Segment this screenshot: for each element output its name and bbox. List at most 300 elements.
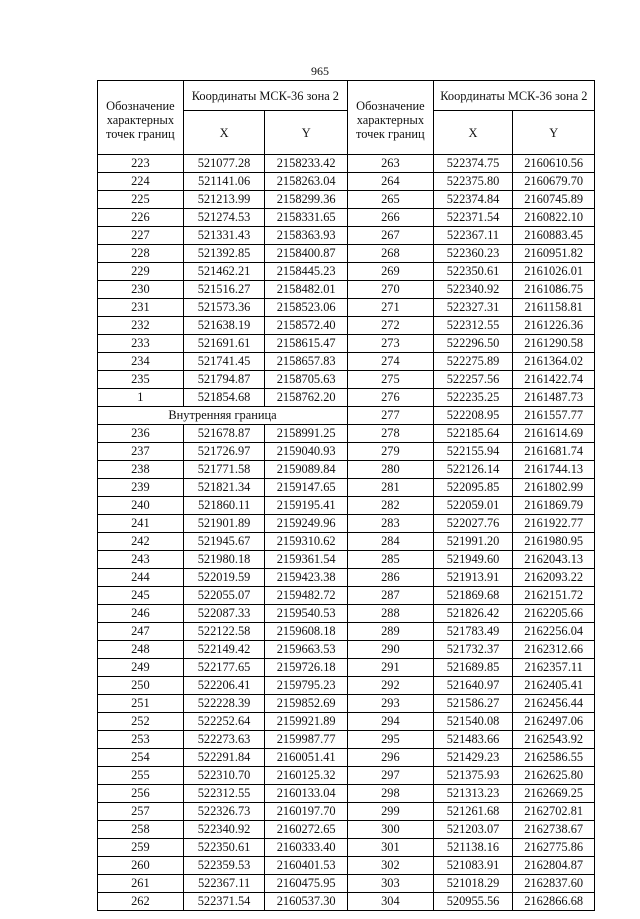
table-row <box>98 623 348 641</box>
point-number-cell: 240 <box>98 497 184 515</box>
table-row <box>348 785 595 803</box>
point-number-cell: 281 <box>348 479 434 497</box>
x-coordinate-cell: 521741.45 <box>183 353 265 371</box>
table-row <box>348 587 595 605</box>
x-coordinate-cell: 522208.95 <box>433 407 513 425</box>
x-coordinate-cell: 522019.59 <box>183 569 265 587</box>
table-row <box>348 335 595 353</box>
point-number-cell: 262 <box>98 893 184 911</box>
table-row <box>348 209 595 227</box>
y-coordinate-cell: 2158991.25 <box>265 425 348 443</box>
x-coordinate-cell: 522206.41 <box>183 677 265 695</box>
point-number-cell: 301 <box>348 839 434 857</box>
point-number-cell: 226 <box>98 209 184 227</box>
y-coordinate-cell: 2159195.41 <box>265 497 348 515</box>
y-coordinate-cell: 2159310.62 <box>265 533 348 551</box>
table-row <box>98 713 348 731</box>
table-row <box>348 605 595 623</box>
point-number-cell: 285 <box>348 551 434 569</box>
x-coordinate-cell: 522235.25 <box>433 389 513 407</box>
y-coordinate-cell: 2158705.63 <box>265 371 348 389</box>
table-row <box>348 479 595 497</box>
x-coordinate-cell: 522340.92 <box>183 821 265 839</box>
point-number-cell: 257 <box>98 803 184 821</box>
y-coordinate-cell: 2162357.11 <box>513 659 595 677</box>
point-number-cell: 260 <box>98 857 184 875</box>
point-number-cell: 234 <box>98 353 184 371</box>
table-row <box>348 371 595 389</box>
table-row <box>348 389 595 407</box>
point-number-cell: 241 <box>98 515 184 533</box>
x-coordinate-cell: 520955.56 <box>433 893 513 911</box>
y-header: Y <box>265 111 348 155</box>
table-row <box>98 767 348 785</box>
table-row <box>348 767 595 785</box>
x-coordinate-cell: 521138.16 <box>433 839 513 857</box>
point-number-cell: 296 <box>348 749 434 767</box>
x-coordinate-cell: 521860.11 <box>183 497 265 515</box>
y-coordinate-cell: 2158523.06 <box>265 299 348 317</box>
x-coordinate-cell: 522371.54 <box>433 209 513 227</box>
table-row <box>98 443 348 461</box>
y-coordinate-cell: 2158482.01 <box>265 281 348 299</box>
y-coordinate-cell: 2160745.89 <box>513 191 595 209</box>
table-row <box>98 857 348 875</box>
table-row <box>348 839 595 857</box>
table-row <box>98 299 348 317</box>
table-row <box>348 893 595 911</box>
y-coordinate-cell: 2161422.74 <box>513 371 595 389</box>
x-coordinate-cell: 522252.64 <box>183 713 265 731</box>
y-coordinate-cell: 2160951.82 <box>513 245 595 263</box>
table-row <box>348 353 595 371</box>
x-coordinate-cell: 522027.76 <box>433 515 513 533</box>
x-coordinate-cell: 522087.33 <box>183 605 265 623</box>
x-coordinate-cell: 521726.97 <box>183 443 265 461</box>
y-coordinate-cell: 2161364.02 <box>513 353 595 371</box>
y-coordinate-cell: 2162669.25 <box>513 785 595 803</box>
x-coordinate-cell: 522367.11 <box>433 227 513 245</box>
y-coordinate-cell: 2159147.65 <box>265 479 348 497</box>
point-number-cell: 227 <box>98 227 184 245</box>
table-row <box>98 749 348 767</box>
x-coordinate-cell: 521077.28 <box>183 155 265 173</box>
table-row <box>348 569 595 587</box>
table-row <box>98 209 348 227</box>
point-number-cell: 236 <box>98 425 184 443</box>
table-row <box>348 641 595 659</box>
table-row <box>98 389 348 407</box>
point-number-cell: 299 <box>348 803 434 821</box>
y-coordinate-cell: 2161681.74 <box>513 443 595 461</box>
x-coordinate-cell: 522122.58 <box>183 623 265 641</box>
x-coordinate-cell: 521540.08 <box>433 713 513 731</box>
x-coordinate-cell: 521313.23 <box>433 785 513 803</box>
table-row <box>98 227 348 245</box>
y-coordinate-cell: 2160610.56 <box>513 155 595 173</box>
point-number-cell: 274 <box>348 353 434 371</box>
x-coordinate-cell: 521392.85 <box>183 245 265 263</box>
point-number-cell: 290 <box>348 641 434 659</box>
y-coordinate-cell: 2159540.53 <box>265 605 348 623</box>
y-coordinate-cell: 2162151.72 <box>513 587 595 605</box>
y-coordinate-cell: 2160125.32 <box>265 767 348 785</box>
y-coordinate-cell: 2158400.87 <box>265 245 348 263</box>
point-number-cell: 298 <box>348 785 434 803</box>
table-row <box>98 605 348 623</box>
y-coordinate-cell: 2162738.67 <box>513 821 595 839</box>
point-number-cell: 264 <box>348 173 434 191</box>
coords-header: Координаты МСК-36 зона 2 <box>183 81 347 111</box>
y-coordinate-cell: 2158445.23 <box>265 263 348 281</box>
y-coordinate-cell: 2159608.18 <box>265 623 348 641</box>
x-coordinate-cell: 522340.92 <box>433 281 513 299</box>
table-row <box>98 155 348 173</box>
point-number-cell: 254 <box>98 749 184 767</box>
table-row <box>348 425 595 443</box>
table-row <box>348 749 595 767</box>
point-number-cell: 253 <box>98 731 184 749</box>
y-coordinate-cell: 2159921.89 <box>265 713 348 731</box>
point-number-cell: 289 <box>348 623 434 641</box>
table-row <box>348 191 595 209</box>
table-row <box>98 839 348 857</box>
table-row <box>348 227 595 245</box>
point-number-cell: 237 <box>98 443 184 461</box>
x-coordinate-cell: 522310.70 <box>183 767 265 785</box>
x-header: X <box>433 111 513 155</box>
section-label: Внутренняя граница <box>98 407 348 425</box>
point-number-cell: 239 <box>98 479 184 497</box>
y-coordinate-cell: 2162837.60 <box>513 875 595 893</box>
y-coordinate-cell: 2161290.58 <box>513 335 595 353</box>
y-coordinate-cell: 2162702.81 <box>513 803 595 821</box>
table-row <box>98 875 348 893</box>
point-number-cell: 235 <box>98 371 184 389</box>
x-coordinate-cell: 521732.37 <box>433 641 513 659</box>
y-coordinate-cell: 2162866.68 <box>513 893 595 911</box>
x-coordinate-cell: 522371.54 <box>183 893 265 911</box>
y-coordinate-cell: 2160537.30 <box>265 893 348 911</box>
y-coordinate-cell: 2158572.40 <box>265 317 348 335</box>
x-coordinate-cell: 522149.42 <box>183 641 265 659</box>
table-row <box>98 335 348 353</box>
table-row <box>98 191 348 209</box>
coords-header: Координаты МСК-36 зона 2 <box>433 81 594 111</box>
point-number-cell: 247 <box>98 623 184 641</box>
designation-header: Обозначение характерных точек границ <box>348 81 434 155</box>
table-row <box>98 695 348 713</box>
point-number-cell: 283 <box>348 515 434 533</box>
y-coordinate-cell: 2162456.44 <box>513 695 595 713</box>
x-coordinate-cell: 521771.58 <box>183 461 265 479</box>
table-row <box>348 659 595 677</box>
x-coordinate-cell: 521429.23 <box>433 749 513 767</box>
table-row <box>348 317 595 335</box>
y-coordinate-cell: 2158762.20 <box>265 389 348 407</box>
y-coordinate-cell: 2160051.41 <box>265 749 348 767</box>
x-coordinate-cell: 521945.67 <box>183 533 265 551</box>
x-coordinate-cell: 522367.11 <box>183 875 265 893</box>
point-number-cell: 293 <box>348 695 434 713</box>
y-coordinate-cell: 2161226.36 <box>513 317 595 335</box>
right-table-body <box>348 155 595 911</box>
point-number-cell: 232 <box>98 317 184 335</box>
point-number-cell: 288 <box>348 605 434 623</box>
table-row <box>98 659 348 677</box>
table-row <box>98 731 348 749</box>
x-coordinate-cell: 522177.65 <box>183 659 265 677</box>
y-coordinate-cell: 2162256.04 <box>513 623 595 641</box>
table-row <box>348 677 595 695</box>
x-coordinate-cell: 521213.99 <box>183 191 265 209</box>
point-number-cell: 286 <box>348 569 434 587</box>
x-coordinate-cell: 522350.61 <box>433 263 513 281</box>
y-coordinate-cell: 2162205.66 <box>513 605 595 623</box>
x-coordinate-cell: 522185.64 <box>433 425 513 443</box>
point-number-cell: 294 <box>348 713 434 731</box>
table-row <box>98 893 348 911</box>
y-coordinate-cell: 2158233.42 <box>265 155 348 173</box>
y-coordinate-cell: 2162405.41 <box>513 677 595 695</box>
point-number-cell: 271 <box>348 299 434 317</box>
x-coordinate-cell: 521462.21 <box>183 263 265 281</box>
x-coordinate-cell: 522374.75 <box>433 155 513 173</box>
y-coordinate-cell: 2160401.53 <box>265 857 348 875</box>
y-header: Y <box>513 111 595 155</box>
y-coordinate-cell: 2161026.01 <box>513 263 595 281</box>
y-coordinate-cell: 2160475.95 <box>265 875 348 893</box>
table-row <box>98 497 348 515</box>
point-number-cell: 256 <box>98 785 184 803</box>
y-coordinate-cell: 2159423.38 <box>265 569 348 587</box>
point-number-cell: 258 <box>98 821 184 839</box>
point-number-cell: 280 <box>348 461 434 479</box>
x-coordinate-cell: 521869.68 <box>433 587 513 605</box>
x-coordinate-cell: 522275.89 <box>433 353 513 371</box>
point-number-cell: 246 <box>98 605 184 623</box>
table-row <box>348 443 595 461</box>
point-number-cell: 297 <box>348 767 434 785</box>
y-coordinate-cell: 2159987.77 <box>265 731 348 749</box>
y-coordinate-cell: 2162804.87 <box>513 857 595 875</box>
y-coordinate-cell: 2161614.69 <box>513 425 595 443</box>
coordinates-table-right <box>347 80 595 911</box>
table-row <box>98 281 348 299</box>
table-row <box>98 515 348 533</box>
y-coordinate-cell: 2158263.04 <box>265 173 348 191</box>
x-coordinate-cell: 521261.68 <box>433 803 513 821</box>
point-number-cell: 245 <box>98 587 184 605</box>
y-coordinate-cell: 2161980.95 <box>513 533 595 551</box>
table-row <box>348 695 595 713</box>
y-coordinate-cell: 2161557.77 <box>513 407 595 425</box>
point-number-cell: 291 <box>348 659 434 677</box>
table-row <box>98 587 348 605</box>
point-number-cell: 267 <box>348 227 434 245</box>
x-coordinate-cell: 521483.66 <box>433 731 513 749</box>
x-coordinate-cell: 521794.87 <box>183 371 265 389</box>
y-coordinate-cell: 2161869.79 <box>513 497 595 515</box>
y-coordinate-cell: 2159249.96 <box>265 515 348 533</box>
x-coordinate-cell: 521203.07 <box>433 821 513 839</box>
y-coordinate-cell: 2162312.66 <box>513 641 595 659</box>
point-number-cell: 268 <box>348 245 434 263</box>
table-row <box>348 263 595 281</box>
table-row <box>348 461 595 479</box>
left-table-body <box>98 155 348 911</box>
y-coordinate-cell: 2160272.65 <box>265 821 348 839</box>
y-coordinate-cell: 2160822.10 <box>513 209 595 227</box>
point-number-cell: 261 <box>98 875 184 893</box>
x-coordinate-cell: 522095.85 <box>433 479 513 497</box>
point-number-cell: 231 <box>98 299 184 317</box>
table-row <box>98 479 348 497</box>
x-coordinate-cell: 522326.73 <box>183 803 265 821</box>
y-coordinate-cell: 2162586.55 <box>513 749 595 767</box>
x-coordinate-cell: 521783.49 <box>433 623 513 641</box>
y-coordinate-cell: 2161744.13 <box>513 461 595 479</box>
y-coordinate-cell: 2158657.83 <box>265 353 348 371</box>
table-row <box>348 533 595 551</box>
point-number-cell: 252 <box>98 713 184 731</box>
x-coordinate-cell: 521638.19 <box>183 317 265 335</box>
x-coordinate-cell: 521274.53 <box>183 209 265 227</box>
x-coordinate-cell: 522059.01 <box>433 497 513 515</box>
designation-header: Обозначение характерных точек границ <box>98 81 184 155</box>
point-number-cell: 233 <box>98 335 184 353</box>
y-coordinate-cell: 2161158.81 <box>513 299 595 317</box>
table-row <box>98 569 348 587</box>
y-coordinate-cell: 2160333.40 <box>265 839 348 857</box>
point-number-cell: 238 <box>98 461 184 479</box>
table-row <box>98 353 348 371</box>
y-coordinate-cell: 2160197.70 <box>265 803 348 821</box>
point-number-cell: 263 <box>348 155 434 173</box>
x-header: X <box>183 111 265 155</box>
table-row <box>98 245 348 263</box>
x-coordinate-cell: 521573.36 <box>183 299 265 317</box>
y-coordinate-cell: 2162043.13 <box>513 551 595 569</box>
point-number-cell: 248 <box>98 641 184 659</box>
point-number-cell: 287 <box>348 587 434 605</box>
table-row <box>98 821 348 839</box>
x-coordinate-cell: 522375.80 <box>433 173 513 191</box>
x-coordinate-cell: 521826.42 <box>433 605 513 623</box>
x-coordinate-cell: 521980.18 <box>183 551 265 569</box>
x-coordinate-cell: 521375.93 <box>433 767 513 785</box>
x-coordinate-cell: 522296.50 <box>433 335 513 353</box>
y-coordinate-cell: 2159040.93 <box>265 443 348 461</box>
y-coordinate-cell: 2162497.06 <box>513 713 595 731</box>
point-number-cell: 303 <box>348 875 434 893</box>
table-row <box>348 173 595 191</box>
section-row <box>98 407 348 425</box>
point-number-cell: 276 <box>348 389 434 407</box>
y-coordinate-cell: 2162093.22 <box>513 569 595 587</box>
point-number-cell: 259 <box>98 839 184 857</box>
point-number-cell: 273 <box>348 335 434 353</box>
x-coordinate-cell: 522312.55 <box>183 785 265 803</box>
table-row <box>98 641 348 659</box>
y-coordinate-cell: 2159361.54 <box>265 551 348 569</box>
x-coordinate-cell: 521640.97 <box>433 677 513 695</box>
x-coordinate-cell: 522312.55 <box>433 317 513 335</box>
x-coordinate-cell: 521331.43 <box>183 227 265 245</box>
table-row <box>98 317 348 335</box>
y-coordinate-cell: 2158331.65 <box>265 209 348 227</box>
point-number-cell: 277 <box>348 407 434 425</box>
x-coordinate-cell: 522155.94 <box>433 443 513 461</box>
point-number-cell: 266 <box>348 209 434 227</box>
y-coordinate-cell: 2158363.93 <box>265 227 348 245</box>
point-number-cell: 223 <box>98 155 184 173</box>
x-coordinate-cell: 521689.85 <box>433 659 513 677</box>
point-number-cell: 302 <box>348 857 434 875</box>
y-coordinate-cell: 2161086.75 <box>513 281 595 299</box>
y-coordinate-cell: 2159089.84 <box>265 461 348 479</box>
y-coordinate-cell: 2161922.77 <box>513 515 595 533</box>
x-coordinate-cell: 522327.31 <box>433 299 513 317</box>
table-row <box>348 857 595 875</box>
point-number-cell: 295 <box>348 731 434 749</box>
point-number-cell: 255 <box>98 767 184 785</box>
table-row <box>98 533 348 551</box>
x-coordinate-cell: 522228.39 <box>183 695 265 713</box>
table-row <box>348 803 595 821</box>
x-coordinate-cell: 521516.27 <box>183 281 265 299</box>
table-row <box>98 785 348 803</box>
table-row <box>348 713 595 731</box>
point-number-cell: 242 <box>98 533 184 551</box>
table-row <box>348 299 595 317</box>
table-row <box>348 731 595 749</box>
x-coordinate-cell: 521821.34 <box>183 479 265 497</box>
x-coordinate-cell: 521901.89 <box>183 515 265 533</box>
point-number-cell: 250 <box>98 677 184 695</box>
y-coordinate-cell: 2159726.18 <box>265 659 348 677</box>
point-number-cell: 278 <box>348 425 434 443</box>
table-row <box>348 821 595 839</box>
table-row <box>348 623 595 641</box>
x-coordinate-cell: 522350.61 <box>183 839 265 857</box>
y-coordinate-cell: 2159482.72 <box>265 587 348 605</box>
y-coordinate-cell: 2161802.99 <box>513 479 595 497</box>
table-row <box>98 425 348 443</box>
table-row <box>98 173 348 191</box>
point-number-cell: 249 <box>98 659 184 677</box>
x-coordinate-cell: 522257.56 <box>433 371 513 389</box>
point-number-cell: 269 <box>348 263 434 281</box>
table-row <box>98 263 348 281</box>
x-coordinate-cell: 522055.07 <box>183 587 265 605</box>
point-number-cell: 272 <box>348 317 434 335</box>
point-number-cell: 284 <box>348 533 434 551</box>
table-row <box>348 875 595 893</box>
point-number-cell: 304 <box>348 893 434 911</box>
x-coordinate-cell: 521141.06 <box>183 173 265 191</box>
x-coordinate-cell: 521854.68 <box>183 389 265 407</box>
table-row <box>348 515 595 533</box>
table-row <box>348 551 595 569</box>
page-number: 965 <box>311 64 329 78</box>
table-row <box>348 407 595 425</box>
y-coordinate-cell: 2158299.36 <box>265 191 348 209</box>
table-row <box>98 371 348 389</box>
point-number-cell: 244 <box>98 569 184 587</box>
point-number-cell: 1 <box>98 389 184 407</box>
point-number-cell: 228 <box>98 245 184 263</box>
